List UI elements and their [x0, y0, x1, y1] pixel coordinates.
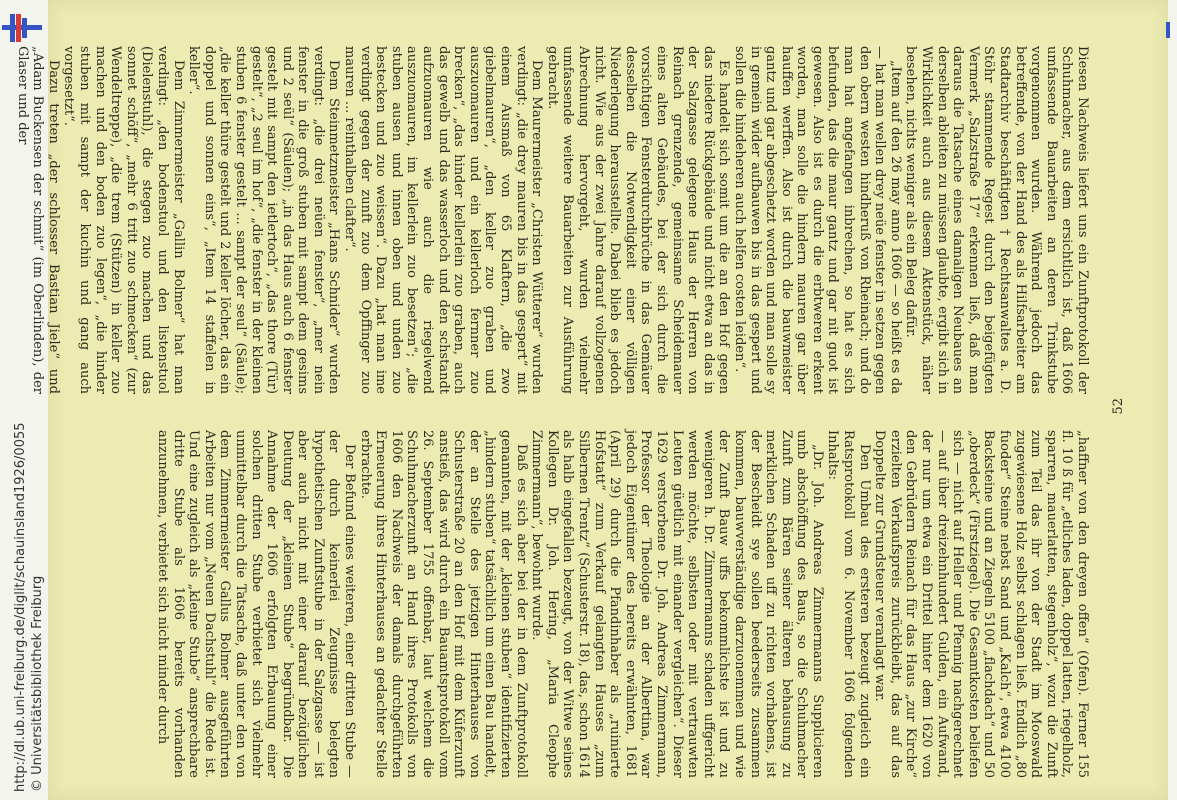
text-column-right: [100, 430, 1090, 778]
copyright-notice: © Universitätsbibliothek Freiburg: [30, 575, 45, 792]
edge-marker: [1166, 22, 1170, 38]
source-credit: [12, 422, 46, 792]
paragraph: „haffner von den dreyen offen“ (Ofen). Ferner 155 fl. 10 ß für „etliches laden, doppel latten, riegelholz, sparren, mauerlatten, stegenholz“, wozu die Zunft zum Teil das ihr von der Stadt im Mooswald zugewiesene Holz selbst schlagen ließ. Endlich „80 fuoder“ Steine nebst Sand und „Kalch“, etwa 4100 Backsteine und an Ziegeln 5100 „flachdach“ und 50 „oberdeck“ (Firstziegel). Die Gesamtkosten beliefen sich — nicht auf Heller und Pfennig nachgerechnet — auf über dreizehnhundert Gulden, ein Aufwand, der nur um etwa ein Drittel hinter dem 1620 von den Gebrüdern Reinach für das Haus „zur Kirche“ erzielten Verkaufspreis zurückbleibt, das auf das Doppelte zur Grundsteuer veranlagt war.: [872, 430, 1090, 778]
paragraph: Den Umbau des ersteren bezeugt zugleich ein Ratsprotokoll vom 6. November 1606 folgenden Inhalts:: [825, 430, 872, 778]
paragraph: Dazu treten „der schlosser Bastian Jiele“ und „Adam Buckensen der schmit“ (im Oberlinden), der Glaser und der: [14, 46, 61, 394]
paragraph: Dem Maurermeister „Christen Wütterer“ wurden verdingt: „die drey mauren bis in das gespert“ mit einem Ausmaß von 65 Klaftern, „die zwo giebelmauren“, „den keller zuo graben und auszuomauren und ein kellerloch fernner zuo brecken“, „das hinder kellerlein zuo graben, auch das gewelb und das wasserloch und den schstandt aufzuomauren wie auch die riegelwend auszuomauren, im kellerlein zuo besetzen“; „die stuben ausen und innen oben und unden zuo bestecken und zuo weissen“. Dazu „hat man ime verdingt gegen der zunft zuo dem Opffinger zuo mauren ... reinthalben clafter“.: [342, 46, 545, 394]
viewer-right-margin: [1168, 0, 1177, 800]
paragraph: Der Befund eines weiteren, einer dritten Stube — der durch keinerlei Zeugnisse belegten hypothetischen Zunftstube in der Salzgasse — ist aber auch nicht mit einer darauf bezüglichen Deutung der „kleinen Stube“ begründbar. Die Annahme der 1606 erfolgten Erbauung einer solchen dritten Stube verbietet sich vielmehr unmittelbar durch die Tatsache, daß unter den von dem Zimmermeister Gallus Bolmer ausgeführten Arbeiten nur vom „Neuen Dachstuhl“ die Rede ist. Und eine zugleich als „kleine Stube“ ansprechbare dritte Stube als 1606 bereits vorhanden anzunehmen, verbietet sich nicht minder durch: [154, 430, 358, 778]
paragraph: Diesen Nachweis liefert uns ein Zunftprotokoll der Schuhmacher, aus dem ersichtlich ist, daß 1606 umfassende Bauarbeiten an deren Trinkstube vorgenommen wurden. Während jedoch das betreffende, von der Hand des als Hilfsarbeiter am Stadtarchiv beschäftigten † Rechtsanwaltes a. D. Stöhr stammende Regest durch den beigefügten Vermerk „Salzstraße 17“ erkennen ließ, daß man daraus die Tatsache eines damaligen Neubaues an derselben ableiten zu müssen glaubte, ergibt sich in Wirklichkeit auch aus diesem Aktenstück, näher besehen, nichts weniger als ein Beleg dafür.: [903, 46, 1090, 394]
text-column-left: [14, 46, 1090, 394]
paragraph: Daß es sich aber bei der in dem Zunftprotokoll genannten, mit der „kleinen stuben“ identifizierten „hindern stuben“ tatsächlich um einen Bau handelt, der an Stelle des jetzigen Hinterhauses von Schusterstraße 20 an den Hof mit dem Küferzunft anstieß, das wird durch ein Bauamtsprotokoll vom 26. September 1755 offenbar, laut welchem die Schuhmacherzunft an Hand ihres Protokolls von 1606 den Nachweis der damals durchgeführten Erneuerung ihres Hinterhauses an gedachter Stelle erbrachte.: [357, 430, 529, 778]
page-number: 52: [1111, 398, 1126, 415]
library-logo-icon: [2, 8, 42, 48]
source-url: http://dl.ub.uni-freiburg.de/diglit/schauinsland1926/0055: [13, 422, 28, 792]
paragraph: „Dr. Joh. Andreas Zimmermanns Supplicieren umb abschöffung des Baus, so die Schuhmacher Zunft zum Bären seiner älteren behausung zu merklichen Schaden uff zu richten vorhabens, ist der Bescheidt sye sollen beederseits zusammen kommen, bauwverständige darzuonemmen und wie der Zunft Bauw uffs bekommlichste ist und zu wenigeren h. Dr. Zimmermanns schaden uffgericht werden möchte, selbsten oder mit vertrauwten Leuten güetlich mit einander vergleichen“. Dieser 1629 verstorbene Dr. Joh. Andreas Zimmermann, Professor der Theologie an der Albertina, war jedoch Eigentümer des bereits erwähnten, 1681 (April 29) durch die Pfandinhaber als „ruinierte Hofstatt“ zum Verkauf gelangten Hauses „zum Silbernen Trentz“ (Schusterstr. 18), das, schon 1614 als halb eingefallen bezeugt, von der Witwe seines Kollegen Dr. Joh. Hering, „Maria Cleophe Zimmermann“, bewohnt wurde.: [529, 430, 825, 778]
paragraph: „Item auf den 26 may anno 1606 — so heißt es da — hat man wellen drey neüe fenster in setzen gegen den obern westen hindheruß von Rheinach; und do man hat angefangen inbrechen, so hat es sich befunden, das die maur gantz und gar nit guot ist gewesen. Also ist es durch die erbtweren erkent worden, man solle die hindern mauren gar über hauffen werffen. Also ist durch die bauwmeister gantz und gar abgeschetzt worden und man solle sy in gemein wider aufbauwen bis in das gespert und sollen die hindeheren auch helfen costen leiden“.: [731, 46, 903, 394]
paragraph: Dem Steinmetzmeister „Hans Schnider“ wurden verdingt: „die drei neüen fenster“, „mer nein fenster in die groß stuben mit sampt dem gesims und 2 seül“ (Säulen); „in das Haus auch 6 fenster gestelt mit sampt den ietlertoch“, „das thore (Tür) gestelt“, „2 seul im hof“, „die fenster in der kleinen stuben 6 fenster gestelt ... sampt der seul“ (Säule); „die keller thüre gestelt und 2 keller löcher, das ein doppel und sonnen eins“, „Item 14 staffelen in keller“.: [186, 46, 342, 394]
paragraph: Dem Zimmermeister „Gallin Bolmer“ hat man verdingt: „den bodenstuol und den listenstuol (Dielenstuhl), die stegen zuo machen und das sonnet schöff“, „mehr 6 tritt zuo schmecken“ (zur Wendeltreppe), „die trem (Stützen) in keller zuo machen und den boden zuo legen“, „die hinder stuben mit sampt der kuchin und gang auch vorgesetzt“.: [61, 46, 186, 394]
paragraph: Es handelt sich somit um die an den Hof gegen das niedere Rückgebäude und nicht etwa an das in der Salzgasse gelegene Haus der Herren von Reinach grenzende, gemeinsame Scheidemauer eines alten Gebäudes, bei der sich durch die vorsichtigen Fensterdurchbrüche in das Gemäuer desselben die Notwendigkeit einer völligen Niederlegung herausstellte. Dabei blieb es jedoch nicht. Wie aus der zwei Jahre darauf vollzogenen Abrechnung hervorgeht, wurden vielmehr umfassende weitere Bauarbeiten zur Ausführung gebracht.: [544, 46, 732, 394]
